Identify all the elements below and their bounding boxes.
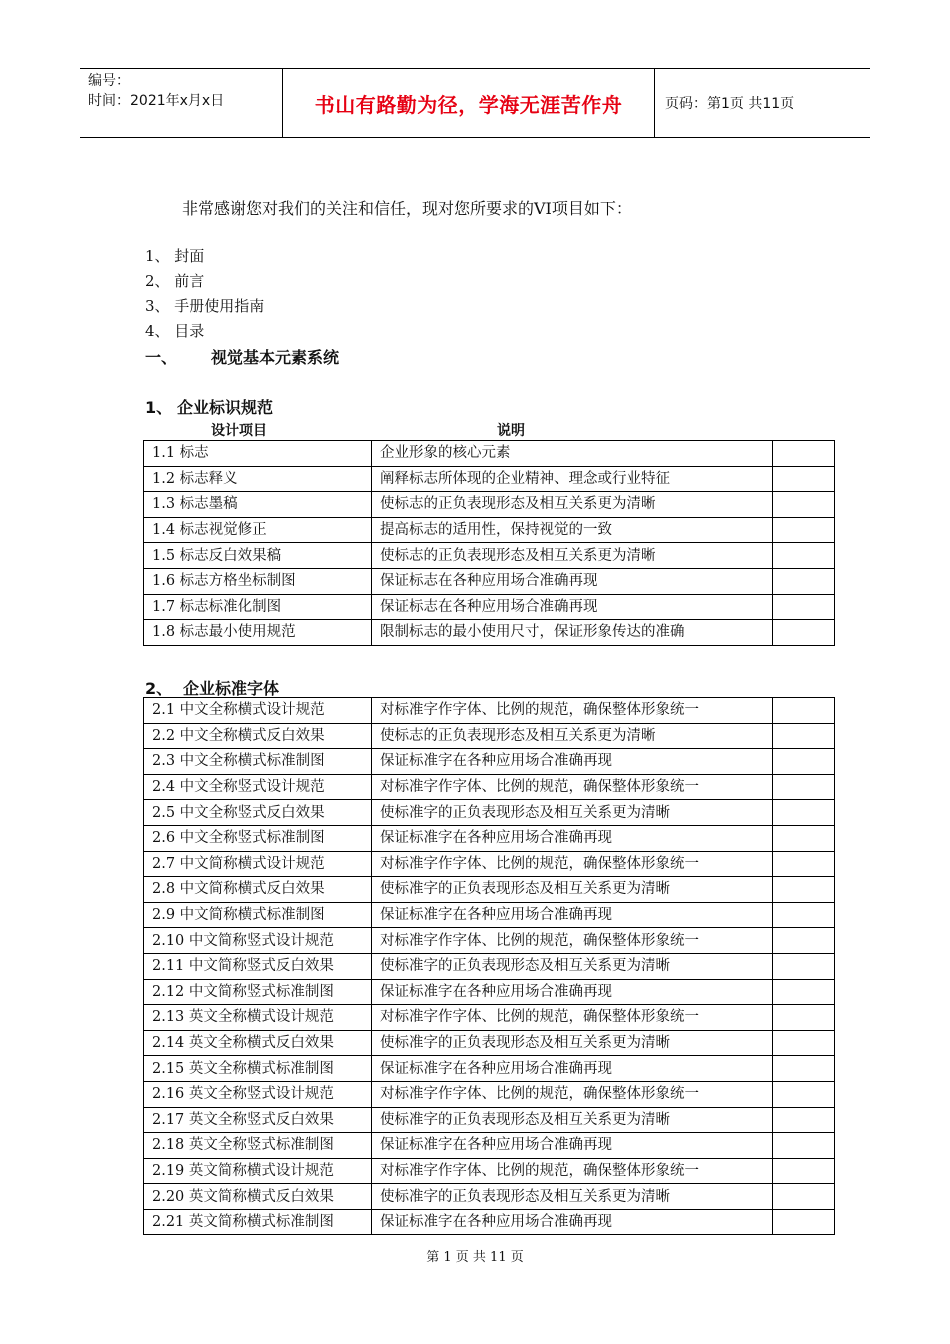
footer-page-count: 第 1 页 共 11 页 (426, 1250, 524, 1265)
table-row (144, 1184, 835, 1210)
row-item: 2.10 中文简称竖式设计规范 (144, 928, 372, 954)
row-check-cell (773, 1209, 835, 1235)
header-motto: 书山有路勤为径，学海无涯苦作舟 (282, 69, 655, 137)
table-row (144, 466, 835, 492)
row-check-cell (773, 1184, 835, 1210)
row-check-cell (773, 825, 835, 851)
row-check-cell (773, 1158, 835, 1184)
row-description: 保证标准字在各种应用场合准确再现 (372, 979, 773, 1005)
list-item: 3、 手册使用指南 (145, 297, 265, 315)
table-row (144, 620, 835, 646)
table-row (144, 1107, 835, 1133)
table-row (144, 698, 835, 724)
list-item: 2、 前言 (145, 272, 205, 290)
row-item: 2.8 中文简称横式反白效果 (144, 877, 372, 903)
row-description: 保证标志在各种应用场合准确再现 (372, 594, 773, 620)
row-item: 1.7 标志标准化制图 (144, 594, 372, 620)
row-description: 阐释标志所体现的企业精神、理念或行业特征 (372, 466, 773, 492)
row-item: 1.2 标志释义 (144, 466, 372, 492)
table-row (144, 800, 835, 826)
row-item: 1.8 标志最小使用规范 (144, 620, 372, 646)
row-description: 使标准字的正负表现形态及相互关系更为清晰 (372, 1030, 773, 1056)
row-description: 对标准字作字体、比例的规范，确保整体形象统一 (372, 774, 773, 800)
intro-paragraph: 非常感谢您对我们的关注和信任，现对您所要求的VI项目如下： (182, 199, 632, 218)
row-item: 2.2 中文全称横式反白效果 (144, 723, 372, 749)
table-row (144, 877, 835, 903)
row-description: 使标准字的正负表现形态及相互关系更为清晰 (372, 1184, 773, 1210)
row-check-cell (773, 543, 835, 569)
header-page-info: 页码：第1页 共11页 (665, 96, 795, 112)
row-check-cell (773, 800, 835, 826)
row-item: 2.9 中文简称横式标准制图 (144, 902, 372, 928)
row-item: 2.17 英文全称竖式反白效果 (144, 1107, 372, 1133)
row-description: 对标准字作字体、比例的规范，确保整体形象统一 (372, 928, 773, 954)
row-item: 2.16 英文全称竖式设计规范 (144, 1081, 372, 1107)
row-item: 2.3 中文全称横式标准制图 (144, 749, 372, 775)
row-check-cell (773, 620, 835, 646)
table-row (144, 928, 835, 954)
row-item: 2.21 英文简称横式标准制图 (144, 1209, 372, 1235)
preface-list (145, 244, 264, 344)
row-description: 对标准字作字体、比例的规范，确保整体形象统一 (372, 1005, 773, 1031)
row-description: 对标准字作字体、比例的规范，确保整体形象统一 (372, 851, 773, 877)
row-check-cell (773, 979, 835, 1005)
row-description: 使标志的正负表现形态及相互关系更为清晰 (372, 543, 773, 569)
table-row (144, 543, 835, 569)
row-check-cell (773, 568, 835, 594)
column-header-desc: 说明 (497, 423, 525, 439)
section-title: 视觉基本元素系统 (211, 348, 340, 367)
table-column-headers (143, 420, 824, 440)
row-item: 2.6 中文全称竖式标准制图 (144, 825, 372, 851)
table-row (144, 1005, 835, 1031)
row-check-cell (773, 928, 835, 954)
row-check-cell (773, 1030, 835, 1056)
logo-spec-table (143, 440, 835, 646)
row-item: 1.3 标志墨稿 (144, 492, 372, 518)
row-item: 1.4 标志视觉修正 (144, 517, 372, 543)
table-row (144, 1030, 835, 1056)
section-number: 1、 (145, 398, 173, 417)
row-description: 使标准字的正负表现形态及相互关系更为清晰 (372, 877, 773, 903)
row-description: 使标志的正负表现形态及相互关系更为清晰 (372, 723, 773, 749)
header-meta (80, 69, 282, 137)
row-description: 对标准字作字体、比例的规范，确保整体形象统一 (372, 698, 773, 724)
row-check-cell (773, 466, 835, 492)
row-description: 企业形象的核心元素 (372, 441, 773, 467)
row-item: 2.13 英文全称横式设计规范 (144, 1005, 372, 1031)
row-check-cell (773, 1056, 835, 1082)
section-heading-1 (145, 395, 273, 418)
row-item: 2.7 中文简称横式设计规范 (144, 851, 372, 877)
font-spec-table (143, 697, 835, 1235)
row-item: 2.4 中文全称竖式设计规范 (144, 774, 372, 800)
row-check-cell (773, 851, 835, 877)
row-check-cell (773, 723, 835, 749)
table-row (144, 953, 835, 979)
table-row (144, 517, 835, 543)
row-item: 1.6 标志方格坐标制图 (144, 568, 372, 594)
page-header (80, 68, 870, 138)
section-number: 一、 (145, 348, 178, 367)
row-item: 2.15 英文全称横式标准制图 (144, 1056, 372, 1082)
row-check-cell (773, 749, 835, 775)
list-item: 1、 封面 (145, 247, 205, 265)
table-row (144, 749, 835, 775)
document-number-label: 编号： (88, 73, 130, 89)
row-description: 保证标准字在各种应用场合准确再现 (372, 1133, 773, 1159)
row-item: 1.1 标志 (144, 441, 372, 467)
row-check-cell (773, 774, 835, 800)
row-item: 1.5 标志反白效果稿 (144, 543, 372, 569)
section-number: 2、 (145, 679, 173, 698)
row-description: 对标准字作字体、比例的规范，确保整体形象统一 (372, 1081, 773, 1107)
row-description: 使标志的正负表现形态及相互关系更为清晰 (372, 492, 773, 518)
table-row (144, 1158, 835, 1184)
table-row (144, 902, 835, 928)
row-item: 2.11 中文简称竖式反白效果 (144, 953, 372, 979)
row-item: 2.20 英文简称横式反白效果 (144, 1184, 372, 1210)
row-check-cell (773, 492, 835, 518)
row-item: 2.19 英文简称横式设计规范 (144, 1158, 372, 1184)
section-heading-main (145, 345, 339, 368)
row-item: 2.12 中文简称竖式标准制图 (144, 979, 372, 1005)
row-check-cell (773, 1005, 835, 1031)
row-item: 2.5 中文全称竖式反白效果 (144, 800, 372, 826)
row-description: 保证标准字在各种应用场合准确再现 (372, 749, 773, 775)
row-check-cell (773, 698, 835, 724)
table-row (144, 568, 835, 594)
table-row (144, 1081, 835, 1107)
row-item: 2.1 中文全称横式设计规范 (144, 698, 372, 724)
row-item: 2.14 英文全称横式反白效果 (144, 1030, 372, 1056)
table-row (144, 441, 835, 467)
row-check-cell (773, 877, 835, 903)
row-description: 使标准字的正负表现形态及相互关系更为清晰 (372, 1107, 773, 1133)
table-row (144, 1056, 835, 1082)
row-check-cell (773, 953, 835, 979)
row-description: 保证标准字在各种应用场合准确再现 (372, 1056, 773, 1082)
row-item: 2.18 英文全称竖式标准制图 (144, 1133, 372, 1159)
table-row (144, 1209, 835, 1235)
row-description: 使标准字的正负表现形态及相互关系更为清晰 (372, 800, 773, 826)
table-row (144, 851, 835, 877)
table-row (144, 979, 835, 1005)
page-footer (0, 1246, 950, 1265)
section-title: 企业标准字体 (183, 679, 280, 698)
row-description: 保证标准字在各种应用场合准确再现 (372, 902, 773, 928)
row-description: 限制标志的最小使用尺寸，保证形象传达的准确 (372, 620, 773, 646)
table-row (144, 774, 835, 800)
section-heading-2 (145, 676, 279, 699)
row-check-cell (773, 594, 835, 620)
row-description: 使标准字的正负表现形态及相互关系更为清晰 (372, 953, 773, 979)
row-description: 保证标志在各种应用场合准确再现 (372, 568, 773, 594)
table-row (144, 492, 835, 518)
document-time-label: 时间：2021年x月x日 (88, 93, 225, 109)
row-description: 保证标准字在各种应用场合准确再现 (372, 825, 773, 851)
row-check-cell (773, 441, 835, 467)
list-item: 4、 目录 (145, 322, 205, 340)
column-header-item: 设计项目 (211, 423, 267, 439)
row-description: 保证标准字在各种应用场合准确再现 (372, 1209, 773, 1235)
row-description: 对标准字作字体、比例的规范，确保整体形象统一 (372, 1158, 773, 1184)
table-row (144, 723, 835, 749)
row-description: 提高标志的适用性，保持视觉的一致 (372, 517, 773, 543)
row-check-cell (773, 1081, 835, 1107)
row-check-cell (773, 517, 835, 543)
table-row (144, 594, 835, 620)
row-check-cell (773, 1107, 835, 1133)
section-title: 企业标识规范 (177, 398, 274, 417)
row-check-cell (773, 1133, 835, 1159)
table-row (144, 1133, 835, 1159)
table-row (144, 825, 835, 851)
row-check-cell (773, 902, 835, 928)
